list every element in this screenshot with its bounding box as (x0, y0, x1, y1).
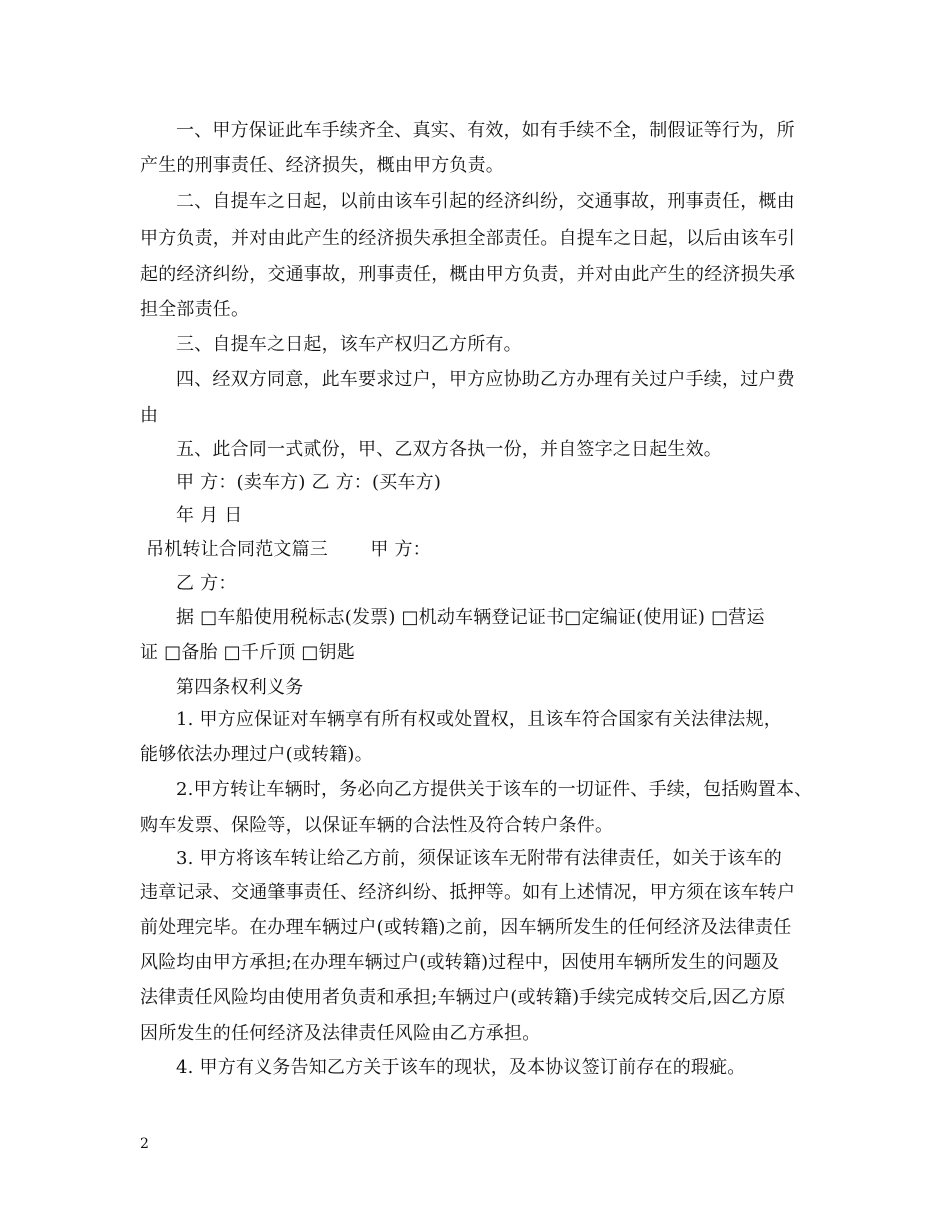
checklist-line: 据 □车船使用税标志(发票) □机动车辆登记证书□定编证(使用证) □营运 (176, 607, 765, 628)
checklist-line: 证 □备胎 □千斤顶 □钥匙 (140, 642, 355, 663)
text-line: 三、自提车之日起，该车产权归乙方所有。 (176, 334, 522, 355)
text-line: 购车发票、保险等，以保证车辆的合法性及符合转户条件。 (140, 815, 614, 836)
text-line: 担全部责任。 (140, 299, 250, 320)
text-line: 产生的刑事责任、经济损失，概由甲方负责。 (140, 155, 504, 176)
text-line: 因所发生的任何经济及法律责任风险由乙方承担。 (140, 1023, 541, 1044)
text-line: 2.甲方转让车辆时，务必向乙方提供关于该车的一切证件、手续，包括购置本、 (176, 779, 813, 800)
signature-parties: 甲 方：(卖车方) 乙 方：(买车方) (176, 472, 442, 493)
text-line: 4. 甲方有义务告知乙方关于该车的现状，及本协议签订前存在的瑕疵。 (176, 1057, 746, 1078)
text-line: 四、经双方同意，此车要求过户，甲方应协助乙方办理有关过户手续，过户费 (176, 369, 795, 390)
article-heading: 第四条权利义务 (176, 677, 304, 698)
text-line: 前处理完毕。在办理车辆过户(或转籍)之前，因车辆所发生的任何经济及法律责任 (140, 917, 792, 938)
text-line: 二、自提车之日起，以前由该车引起的经济纠纷，交通事故，刑事责任，概由 (176, 191, 795, 212)
text-line: 违章记录、交通肇事责任、经济纠纷、抵押等。如有上述情况，甲方须在该车转户 (140, 882, 796, 903)
text-line: 能够依法办理过户(或转籍)。 (140, 744, 373, 765)
text-line: 五、此合同一式贰份，甲、乙双方各执一份，并自签字之日起生效。 (176, 439, 722, 460)
text-line: 法律责任风险均由使用者负责和承担;车辆过户(或转籍)手续完成转交后,因乙方原 (140, 987, 786, 1008)
text-line: 由 (140, 405, 159, 426)
text-line: 起的经济纠纷，交通事故，刑事责任，概由甲方负责，并对由此产生的经济损失承 (140, 264, 796, 285)
section-heading: 吊机转让合同范文篇三 甲 方： (146, 539, 431, 560)
text-line: 风险均由甲方承担;在办理车辆过户(或转籍)过程中，因使用车辆所发生的问题及 (140, 952, 780, 973)
text-line: 甲方负责，并对由此产生的经济损失承担全部责任。自提车之日起，以后由该车引 (140, 228, 796, 249)
text-line: 一、甲方保证此车手续齐全、真实、有效，如有手续不全，制假证等行为，所 (176, 120, 795, 141)
text-line: 1. 甲方应保证对车辆享有所有权或处置权，且该车符合国家有关法律法规， (176, 709, 782, 730)
page-number: 2 (140, 1136, 149, 1152)
text-line: 乙 方： (176, 573, 237, 594)
text-line: 3. 甲方将该车转让给乙方前，须保证该车无附带有法律责任，如关于该车的 (176, 848, 782, 869)
date-line: 年 月 日 (176, 505, 243, 526)
